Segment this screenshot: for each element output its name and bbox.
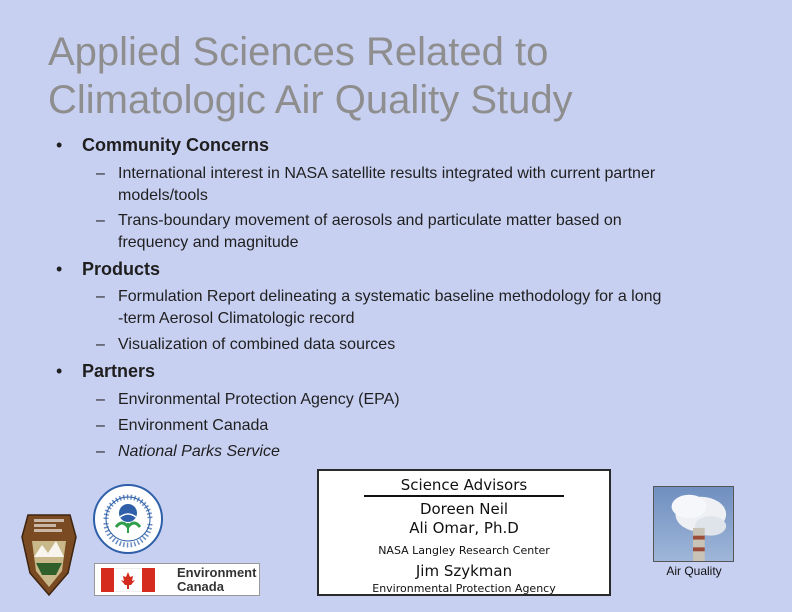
canada-flag-icon — [101, 568, 155, 592]
environment-canada-logo — [94, 563, 260, 596]
bullet-partners — [56, 361, 155, 382]
advisor-org: NASA Langley Research Center — [378, 544, 550, 557]
sub-item — [96, 441, 280, 463]
sub-item — [96, 163, 655, 207]
envcan-wordmark — [177, 566, 256, 594]
advisor-name: Ali Omar, Ph.D — [409, 519, 519, 537]
bullet-glyph: • — [56, 135, 63, 155]
dash-glyph: – — [96, 443, 105, 460]
dash-glyph: – — [96, 391, 105, 408]
dash-glyph: – — [96, 165, 105, 182]
sub-item-line: Environment Canada — [118, 417, 269, 434]
sub-item-line: Environmental Protection Agency (EPA) — [118, 391, 400, 408]
title-line-1: Applied Sciences Related to — [48, 30, 549, 74]
advisor-org: Environmental Protection Agency — [372, 582, 556, 595]
bullet-glyph: • — [56, 259, 63, 279]
smokestack-image — [654, 487, 733, 561]
envcan-line-1: Environment — [177, 565, 257, 580]
sub-item-line: Visualization of combined data sources — [118, 336, 396, 353]
dash-glyph: – — [96, 336, 105, 353]
sub-item-line: frequency and magnitude — [118, 234, 299, 251]
sub-item — [96, 286, 661, 330]
sub-item — [96, 415, 268, 437]
sub-item — [96, 210, 622, 254]
advisor-name: Doreen Neil — [419, 500, 509, 518]
envcan-line-2: Canada — [177, 579, 224, 594]
advisors-heading: Science Advisors — [364, 475, 564, 497]
sub-item-line: models/tools — [118, 187, 208, 204]
heading-products: Products — [82, 259, 161, 279]
science-advisors-box — [317, 469, 611, 596]
advisor-name: Jim Szykman — [415, 562, 513, 580]
slide-title — [48, 28, 768, 124]
heading-partners: Partners — [82, 361, 156, 381]
sub-item-line: International interest in NASA satellite results integrated with current partner — [118, 165, 656, 182]
bullet-glyph: • — [56, 361, 63, 381]
bullet-products — [56, 259, 160, 280]
heading-community-concerns: Community Concerns — [82, 135, 270, 155]
sub-item-line: Trans-boundary movement of aerosols and particulate matter based on — [118, 212, 622, 229]
dash-glyph: – — [96, 288, 105, 305]
sub-item — [96, 334, 395, 356]
bullet-community-concerns — [56, 135, 269, 156]
sub-item-line: Formulation Report delineating a systematic baseline methodology for a long — [118, 288, 662, 305]
dash-glyph: – — [96, 417, 105, 434]
sub-item-line: National Parks Service — [118, 443, 280, 460]
title-line-2: Climatologic Air Quality Study — [48, 78, 573, 122]
sub-item-line: -term Aerosol Climatologic record — [118, 310, 355, 327]
smokestack-photo — [653, 486, 734, 562]
photo-caption: Air Quality — [666, 564, 722, 578]
nps-arrowhead-logo — [20, 511, 78, 597]
dash-glyph: – — [96, 212, 105, 229]
sub-item — [96, 389, 400, 411]
epa-seal-logo — [92, 483, 164, 555]
